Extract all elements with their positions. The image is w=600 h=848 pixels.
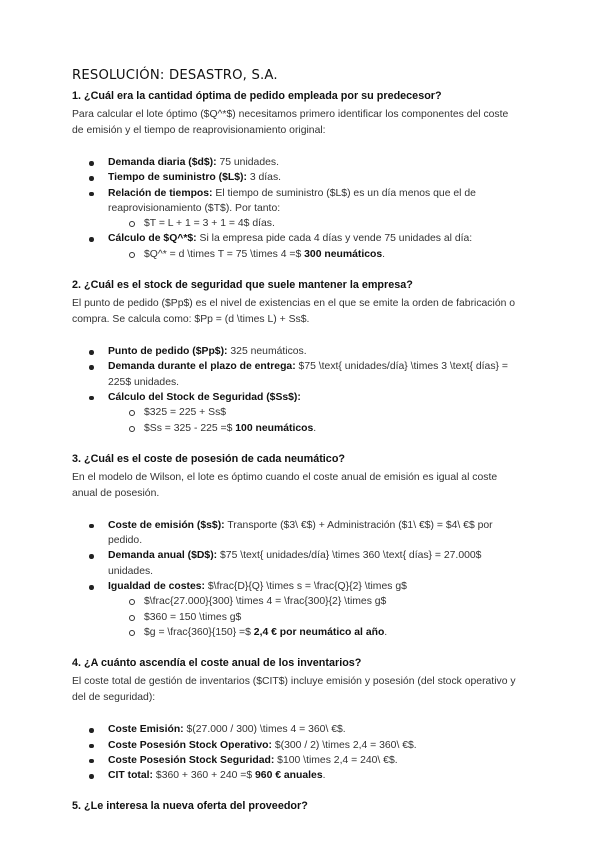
question-1: 1. ¿Cuál era la cantidad óptima de pedido empleada por su predecesor? <box>72 90 442 102</box>
list-item <box>72 738 522 753</box>
result: 960 € anuales <box>255 770 323 782</box>
list-item <box>72 344 522 359</box>
intro-3: En el modelo de Wilson, el lote es óptimo cuando el coste anual de emisión es igual al coste anual de posesión. <box>72 471 498 499</box>
item-label: Coste Posesión Stock Seguridad: <box>108 754 275 766</box>
item-text: 325 neumáticos. <box>227 346 307 358</box>
item-text: $75 \text{ unidades/día} \times 3 \text{ días} = 225$ unidades. <box>108 361 508 388</box>
sub-list-item: $T = L + 1 = 3 + 1 = 4$ días. <box>108 216 522 231</box>
item-text: 75 unidades. <box>216 157 279 168</box>
intro-2: El punto de pedido ($Pp$) es el nivel de existencias en el que se emite la orden de fabricación o compra. Se calcula como: $Pp = (d \times L) + Ss$. <box>72 298 516 326</box>
formula: $Ss = 325 - 225 =$ <box>144 422 236 434</box>
sub-list-item: $325 = 225 + Ss$ <box>108 405 522 420</box>
item-text: Si la empresa pide cada 4 días y vende 75 unidades al día: <box>196 233 473 245</box>
section-3 <box>72 452 522 640</box>
punct: . <box>322 770 326 782</box>
item-text: $75 \text{ unidades/día} \times 360 \text{ días} = 27.000$ unidades. <box>108 550 482 577</box>
sub-list-item <box>108 421 522 436</box>
result: 300 neumáticos <box>304 248 383 260</box>
item-text: Transporte ($3\ €$) + Administración ($1\ €$) = $4\ €$ por pedido. <box>108 519 493 547</box>
bullet-list-1 <box>72 155 522 262</box>
sub-list <box>108 594 522 640</box>
document-title: RESOLUCIÓN: DESASTRO, S.A. <box>72 68 278 83</box>
item-text: $(27.000 / 300) \times 4 = 360\ €$. <box>183 724 346 736</box>
section-2 <box>72 278 522 436</box>
list-item <box>72 231 522 262</box>
item-text: 3 días. <box>246 172 282 184</box>
item-label: Coste Emisión: <box>108 724 184 736</box>
list-item <box>72 579 522 640</box>
intro-1: Para calcular el lote óptimo ($Q^*$) necesitamos primero identificar los componentes del coste de emisión y el tiempo de reaprovisionamiento original: <box>72 109 509 136</box>
item-text: El tiempo de suministro ($L$) es un día menos que el de reaprovisionamiento ($T$). Por tanto: <box>108 187 476 214</box>
formula: $360 + 360 + 240 =$ <box>153 770 256 782</box>
item-label: CIT total: <box>108 770 154 782</box>
sub-list-item <box>108 247 522 262</box>
sub-list <box>108 247 522 262</box>
section-5 <box>72 799 522 814</box>
item-label: Punto de pedido ($Pp$): <box>108 346 228 358</box>
list-item <box>72 548 522 579</box>
list-item <box>72 518 522 549</box>
list-item <box>72 186 522 232</box>
formula: $g = \frac{360}{150} =$ <box>144 626 254 638</box>
item-label: Coste de emisión ($s$): <box>108 519 225 531</box>
item-label: Cálculo de $Q^*$: <box>108 233 197 245</box>
item-text: $\frac{D}{Q} \times s = \frac{Q}{2} \times g$ <box>205 581 407 593</box>
question-4: 4. ¿A cuánto ascendía el coste anual de los inventarios? <box>72 657 362 670</box>
bullet-list-3 <box>72 518 522 640</box>
question-3: 3. ¿Cuál es el coste de posesión de cada neumático? <box>72 452 346 465</box>
list-item <box>72 390 522 436</box>
punct: . <box>384 626 388 638</box>
item-label: Tiempo de suministro ($L$): <box>108 172 247 184</box>
list-item <box>72 722 522 737</box>
item-text: $(300 / 2) \times 2,4 = 360\ €$. <box>271 739 417 751</box>
list-item <box>72 170 522 185</box>
bullet-list-4 <box>72 722 522 783</box>
list-item <box>72 768 522 783</box>
list-item <box>72 359 522 390</box>
question-2: 2. ¿Cuál es el stock de seguridad que suele mantener la empresa? <box>72 279 413 292</box>
bullet-list-2 <box>72 344 522 436</box>
list-item <box>72 753 522 768</box>
item-text: $100 \times 2,4 = 240\ €$. <box>274 754 398 766</box>
sub-list-item: $\frac{27.000}{300} \times 4 = \frac{300}{2} \times g$ <box>108 594 522 609</box>
result: 2,4 € por neumático al año <box>253 626 385 638</box>
document-page <box>72 68 522 830</box>
item-label: Demanda diaria ($d$): <box>108 157 217 168</box>
result: 100 neumáticos <box>235 422 314 434</box>
intro-4: El coste total de gestión de inventarios ($CIT$) incluye emisión y posesión (del stock operativo y del de seguridad): <box>72 676 516 704</box>
section-1 <box>72 89 522 262</box>
sub-list-item: $360 = 150 \times g$ <box>108 610 522 625</box>
section-4 <box>72 656 522 783</box>
punct: . <box>382 248 386 260</box>
item-label: Igualdad de costes: <box>108 581 206 593</box>
item-label: Demanda anual ($D$): <box>108 550 218 562</box>
sub-list <box>108 216 522 231</box>
sub-list <box>108 405 522 436</box>
item-label: Demanda durante el plazo de entrega: <box>108 361 296 373</box>
item-label: Relación de tiempos: <box>108 187 213 199</box>
item-label: Coste Posesión Stock Operativo: <box>108 739 272 751</box>
item-label: Cálculo del Stock de Seguridad ($Ss$): <box>108 391 301 403</box>
punct: . <box>313 422 317 434</box>
list-item <box>72 155 522 170</box>
formula: $Q^* = d \times T = 75 \times 4 =$ <box>144 248 305 260</box>
sub-list-item <box>108 625 522 640</box>
question-5: 5. ¿Le interesa la nueva oferta del proveedor? <box>72 800 308 813</box>
